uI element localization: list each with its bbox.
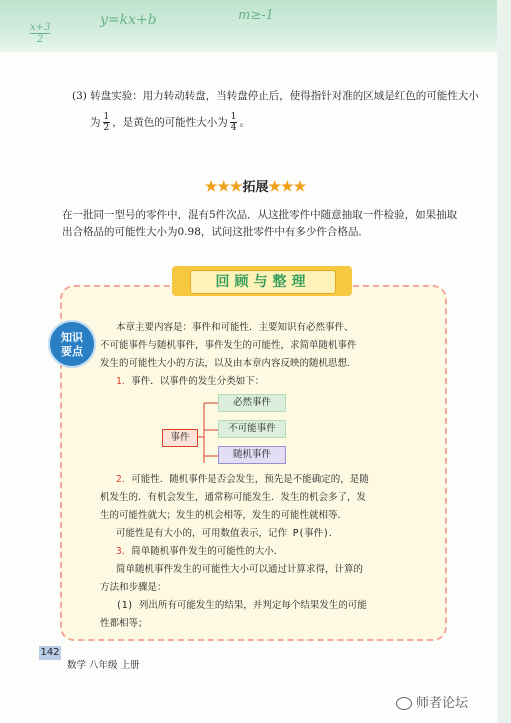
stars-right-icon: ★★★ [268, 179, 307, 195]
point-3: 3．简单随机事件发生的可能性的大小． [116, 546, 284, 557]
spinner-line-1: (3) 转盘实验：用力转动转盘，当转盘停止后，使得指针对准的区域是红色的可能性大小 [72, 90, 479, 102]
header-formula-linear: y=kx+b [100, 12, 157, 28]
page-edge-strip [497, 0, 511, 723]
fraction-one-quarter: $\frac{1}{4}$ [230, 112, 237, 133]
review-banner-title: 回顾与整理 [190, 270, 336, 294]
intro-line-2: 不可能事件与随机事件，事件发生的可能性，求简单随机事件 [100, 340, 357, 351]
expand-line-1: 在一批同一型号的零件中，混有5件次品．从这批零件中随意抽取一件检验，如果抽取 [62, 209, 458, 221]
fraction-one-half: $\frac{1}{2}$ [103, 112, 110, 133]
step-1-line-1: (1) 列出所有可能发生的结果，并判定每个结果发生的可能 [116, 600, 367, 611]
point-1: 1．事件．以事件的发生分类如下： [116, 376, 265, 387]
intro-line-1: 本章主要内容是：事件和可能性．主要知识有必然事件、 [116, 322, 354, 333]
spinner-line-2: 为 $\frac{1}{2}$ ，是黄色的可能性大小为 $\frac{1}{4}$ 。 [90, 112, 250, 133]
intro-line-3: 发生的可能性大小的方法，以及由本章内容反映的随机思想． [100, 358, 357, 369]
header-band [0, 0, 511, 52]
review-banner [172, 266, 352, 296]
diagram-certain-event: 必然事件 [218, 394, 286, 412]
page-number: 142 [40, 647, 60, 658]
diagram-random-event: 随机事件 [218, 446, 286, 464]
point-2-line-2: 机发生的．有机会发生，通常称可能发生．发生的机会多了，发 [100, 492, 367, 503]
point-2-line-4: 可能性是有大小的，可用数值表示，记作 P(事件)． [116, 528, 339, 539]
book-title: 数学 八年级 上册 [67, 660, 140, 671]
wechat-icon [396, 697, 412, 710]
point-2-line-3: 生的可能性就大；发生的机会相等，发生的可能性就相等． [100, 510, 348, 521]
watermark: 师者论坛 [396, 692, 468, 711]
expand-heading [0, 176, 511, 195]
diagram-impossible-event: 不可能事件 [218, 420, 286, 438]
header-formula-inequality: m≥-1 [238, 8, 274, 23]
point-3-line-2: 简单随机事件发生的可能性大小可以通过计算求得，计算的 [116, 564, 364, 575]
step-1-line-2: 性都相等； [100, 618, 148, 629]
expand-title: 拓展 [242, 180, 269, 195]
stars-left-icon: ★★★ [204, 179, 243, 195]
point-3-line-3: 方法和步骤是： [100, 582, 167, 593]
point-2-line-1: 2．可能性．随机事件是否会发生，预先是不能确定的，是随 [116, 474, 369, 485]
knowledge-points-badge: 知识 要点 [48, 320, 96, 368]
diagram-root-event: 事件 [162, 429, 198, 447]
header-formula-fraction: x+3 2 [30, 22, 51, 45]
expand-line-2: 出合格品的可能性大小为0.98，试问这批零件中有多少件合格品． [62, 226, 369, 238]
